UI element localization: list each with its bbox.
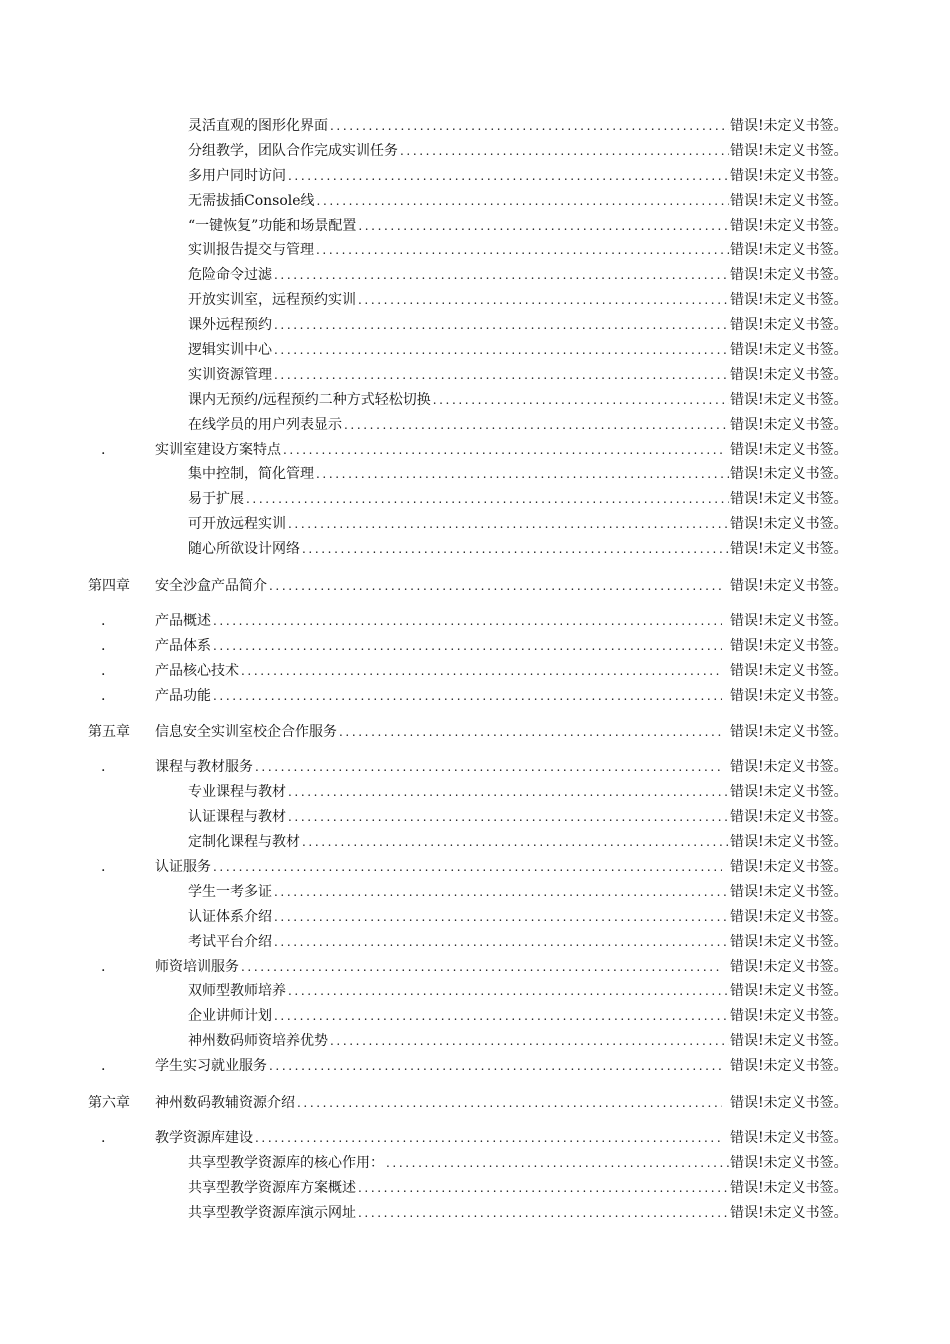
toc-dot-leader [316, 462, 729, 487]
toc-title: 危险命令过滤 [188, 267, 272, 284]
toc-title: 实训报告提交与管理 [188, 242, 314, 259]
toc-dot-leader [241, 659, 722, 684]
toc-title: 专业课程与教材 [188, 784, 286, 801]
toc-title: 课程与教材服务 [155, 759, 253, 776]
toc-page-ref-error: 错误!未定义书签。 [730, 759, 848, 776]
toc-entry [188, 288, 729, 313]
toc-entry [188, 487, 729, 512]
toc-entry [155, 438, 722, 463]
toc-title: 随心所欲设计网络 [188, 541, 300, 558]
toc-dot-leader [330, 1029, 729, 1054]
toc-title: 双师型教师培养 [188, 983, 286, 1000]
toc-subsection-row[interactable] [0, 805, 950, 830]
toc-page-ref-error: 错误!未定义书签。 [730, 491, 848, 508]
toc-subsection-row[interactable] [0, 830, 950, 855]
toc-dot-leader [274, 905, 729, 930]
toc-subsection-row[interactable] [0, 512, 950, 537]
toc-dot-leader [255, 1126, 722, 1151]
toc-number: . [101, 612, 106, 629]
toc-entry [188, 880, 729, 905]
toc-number: . [101, 1129, 106, 1146]
toc-subsection-row[interactable] [0, 1004, 950, 1029]
toc-entry [188, 1176, 729, 1201]
toc-dot-leader [213, 684, 722, 709]
toc-title: 认证体系介绍 [188, 908, 272, 925]
toc-subsection-row[interactable] [0, 238, 950, 263]
toc-number: 第六章 [88, 1094, 130, 1111]
toc-dot-leader [330, 114, 729, 139]
toc-entry [155, 659, 722, 684]
toc-subsection-row[interactable] [0, 288, 950, 313]
toc-subsection-row[interactable] [0, 313, 950, 338]
toc-dot-leader [283, 438, 722, 463]
toc-section-row[interactable] [0, 855, 950, 880]
toc-subsection-row[interactable] [0, 189, 950, 214]
toc-entry [188, 805, 729, 830]
toc-entry [188, 462, 729, 487]
toc-title: 教学资源库建设 [155, 1129, 253, 1146]
toc-dot-leader [358, 1201, 729, 1226]
toc-subsection-row[interactable] [0, 1151, 950, 1176]
toc-dot-leader [302, 537, 729, 562]
toc-section-row[interactable] [0, 634, 950, 659]
toc-page-ref-error: 错误!未定义书签。 [730, 578, 848, 595]
toc-title: 神州数码师资培养优势 [188, 1033, 328, 1050]
toc-page-ref-error: 错误!未定义书签。 [730, 687, 848, 704]
toc-page-ref-error: 错误!未定义书签。 [730, 858, 848, 875]
toc-page-ref-error: 错误!未定义书签。 [730, 662, 848, 679]
toc-page-ref-error: 错误!未定义书签。 [730, 267, 848, 284]
toc-number: . [101, 1058, 106, 1075]
toc-page-ref-error: 错误!未定义书签。 [730, 416, 848, 433]
toc-dot-leader [358, 1176, 729, 1201]
toc-section-row[interactable] [0, 659, 950, 684]
toc-page-ref-error: 错误!未定义书签。 [730, 441, 848, 458]
toc-entry [155, 720, 722, 745]
toc-number: . [101, 958, 106, 975]
toc-title: 师资培训服务 [155, 958, 239, 975]
toc-title: 共享型教学资源库演示网址 [188, 1204, 356, 1221]
toc-page-ref-error: 错误!未定义书签。 [730, 724, 848, 741]
toc-subsection-row[interactable] [0, 1176, 950, 1201]
toc-chapter-row[interactable] [0, 574, 950, 599]
toc-number: . [101, 637, 106, 654]
toc-entry [155, 1126, 722, 1151]
toc-subsection-row[interactable] [0, 388, 950, 413]
toc-subsection-row[interactable] [0, 462, 950, 487]
toc-dot-leader [297, 1091, 722, 1116]
toc-entry [188, 1004, 729, 1029]
toc-page-ref-error: 错误!未定义书签。 [730, 541, 848, 558]
toc-title: 学生一考多证 [188, 883, 272, 900]
toc-subsection-row[interactable] [0, 1029, 950, 1054]
toc-subsection-row[interactable] [0, 1201, 950, 1226]
toc-page-ref-error: 错误!未定义书签。 [730, 933, 848, 950]
toc-title: 产品核心技术 [155, 662, 239, 679]
toc-page-ref-error: 错误!未定义书签。 [730, 516, 848, 533]
toc-dot-leader [302, 830, 729, 855]
toc-entry [188, 189, 729, 214]
toc-subsection-row[interactable] [0, 979, 950, 1004]
toc-entry [188, 388, 729, 413]
toc-title: 学生实习就业服务 [155, 1058, 267, 1075]
toc-title: 认证服务 [155, 858, 211, 875]
toc-entry [188, 905, 729, 930]
toc-page-ref-error: 错误!未定义书签。 [730, 242, 848, 259]
toc-entry [155, 955, 722, 980]
toc-page-ref-error: 错误!未定义书签。 [730, 1094, 848, 1111]
toc-subsection-row[interactable] [0, 487, 950, 512]
toc-subsection-row[interactable] [0, 214, 950, 239]
toc-dot-leader [269, 574, 722, 599]
toc-section-row[interactable] [0, 955, 950, 980]
toc-section-row[interactable] [0, 755, 950, 780]
toc-title: 灵活直观的图形化界面 [188, 118, 328, 134]
toc-page-ref-error: 错误!未定义书签。 [730, 217, 848, 234]
toc-entry [188, 164, 729, 189]
toc-dot-leader [316, 238, 729, 263]
toc-dot-leader [213, 609, 722, 634]
toc-entry [188, 114, 729, 139]
toc-dot-leader [213, 855, 722, 880]
toc-title: 考试平台介绍 [188, 933, 272, 950]
table-of-contents [0, 114, 950, 1225]
toc-page-ref-error: 错误!未定义书签。 [730, 142, 848, 159]
toc-dot-leader [241, 955, 722, 980]
toc-page-ref-error: 错误!未定义书签。 [730, 1008, 848, 1025]
toc-subsection-row[interactable] [0, 114, 950, 139]
toc-title: 产品功能 [155, 687, 211, 704]
toc-title: 共享型教学资源库的核心作用： [188, 1154, 384, 1171]
toc-dot-leader [274, 363, 729, 388]
toc-subsection-row[interactable] [0, 413, 950, 438]
toc-title: 产品体系 [155, 637, 211, 654]
toc-page-ref-error: 错误!未定义书签。 [730, 466, 848, 483]
toc-dot-leader [288, 164, 729, 189]
toc-title: 分组教学，团队合作完成实训任务 [188, 142, 398, 159]
toc-dot-leader [288, 780, 729, 805]
toc-dot-leader [274, 880, 729, 905]
toc-page-ref-error: 错误!未定义书签。 [730, 784, 848, 801]
toc-dot-leader [274, 313, 729, 338]
toc-number: . [101, 858, 106, 875]
toc-section-row[interactable] [0, 609, 950, 634]
toc-page-ref-error: 错误!未定义书签。 [730, 834, 848, 851]
toc-entry [188, 413, 729, 438]
toc-number: 第五章 [88, 724, 130, 741]
toc-title: 无需拔插Console线 [188, 192, 315, 209]
toc-page-ref-error: 错误!未定义书签。 [730, 1204, 848, 1221]
toc-title: “一键恢复”功能和场景配置 [188, 217, 357, 234]
toc-entry [188, 214, 729, 239]
toc-entry [188, 238, 729, 263]
toc-page-ref-error: 错误!未定义书签。 [730, 983, 848, 1000]
toc-entry [155, 574, 722, 599]
toc-dot-leader [400, 139, 729, 164]
toc-number: . [101, 662, 106, 679]
toc-entry [188, 930, 729, 955]
toc-title: 易于扩展 [188, 491, 244, 508]
toc-entry [188, 313, 729, 338]
toc-title: 在线学员的用户列表显示 [188, 416, 342, 433]
toc-dot-leader [386, 1151, 729, 1176]
toc-page-ref-error: 错误!未定义书签。 [730, 317, 848, 334]
toc-title: 实训室建设方案特点 [155, 441, 281, 458]
toc-subsection-row[interactable] [0, 164, 950, 189]
toc-dot-leader [358, 214, 729, 239]
toc-dot-leader [274, 263, 729, 288]
toc-number: . [101, 687, 106, 704]
toc-dot-leader [274, 1004, 729, 1029]
toc-entry [188, 1151, 729, 1176]
toc-title: 课外远程预约 [188, 317, 272, 334]
toc-subsection-row[interactable] [0, 338, 950, 363]
toc-entry [188, 1029, 729, 1054]
toc-entry [188, 830, 729, 855]
toc-page-ref-error: 错误!未定义书签。 [730, 958, 848, 975]
toc-page-ref-error: 错误!未定义书签。 [730, 118, 848, 134]
toc-title: 多用户同时访问 [188, 167, 286, 184]
toc-entry [155, 609, 722, 634]
toc-number: . [101, 759, 106, 776]
toc-section-row[interactable] [0, 684, 950, 709]
toc-section-row[interactable] [0, 1126, 950, 1151]
toc-dot-leader [213, 634, 722, 659]
toc-title: 定制化课程与教材 [188, 834, 300, 851]
toc-dot-leader [317, 189, 729, 214]
toc-page-ref-error: 错误!未定义书签。 [730, 1129, 848, 1146]
toc-page-ref-error: 错误!未定义书签。 [730, 192, 848, 209]
toc-title: 实训资源管理 [188, 366, 272, 383]
toc-entry [188, 780, 729, 805]
toc-dot-leader [274, 930, 729, 955]
toc-dot-leader [339, 720, 722, 745]
toc-page-ref-error: 错误!未定义书签。 [730, 391, 848, 408]
toc-entry [155, 1054, 722, 1079]
toc-dot-leader [274, 338, 729, 363]
toc-dot-leader [433, 388, 729, 413]
toc-title: 集中控制，简化管理 [188, 466, 314, 483]
toc-dot-leader [288, 805, 729, 830]
toc-title: 认证课程与教材 [188, 809, 286, 826]
toc-subsection-row[interactable] [0, 537, 950, 562]
toc-dot-leader [344, 413, 729, 438]
toc-title: 共享型教学资源库方案概述 [188, 1179, 356, 1196]
toc-page-ref-error: 错误!未定义书签。 [730, 1154, 848, 1171]
toc-page-ref-error: 错误!未定义书签。 [730, 612, 848, 629]
toc-dot-leader [358, 288, 729, 313]
toc-subsection-row[interactable] [0, 780, 950, 805]
toc-page-ref-error: 错误!未定义书签。 [730, 292, 848, 309]
toc-title: 可开放远程实训 [188, 516, 286, 533]
toc-page-ref-error: 错误!未定义书签。 [730, 883, 848, 900]
toc-number: 第四章 [88, 578, 130, 595]
toc-subsection-row[interactable] [0, 880, 950, 905]
toc-title: 信息安全实训室校企合作服务 [155, 724, 337, 741]
toc-entry [155, 684, 722, 709]
toc-entry [188, 1201, 729, 1226]
toc-entry [188, 363, 729, 388]
toc-page-ref-error: 错误!未定义书签。 [730, 366, 848, 383]
toc-chapter-row[interactable] [0, 1091, 950, 1116]
toc-entry [188, 537, 729, 562]
toc-entry [155, 855, 722, 880]
toc-page-ref-error: 错误!未定义书签。 [730, 809, 848, 826]
toc-title: 开放实训室，远程预约实训 [188, 292, 356, 309]
toc-entry [188, 263, 729, 288]
toc-entry [188, 512, 729, 537]
toc-section-row[interactable] [0, 438, 950, 463]
toc-dot-leader [269, 1054, 722, 1079]
toc-subsection-row[interactable] [0, 139, 950, 164]
toc-entry [155, 1091, 722, 1116]
toc-title: 安全沙盒产品简介 [155, 578, 267, 595]
toc-title: 神州数码教辅资源介绍 [155, 1094, 295, 1111]
toc-chapter-row[interactable] [0, 720, 950, 745]
toc-page-ref-error: 错误!未定义书签。 [730, 1058, 848, 1075]
toc-dot-leader [288, 512, 729, 537]
toc-subsection-row[interactable] [0, 263, 950, 288]
toc-page-ref-error: 错误!未定义书签。 [730, 342, 848, 359]
toc-subsection-row[interactable] [0, 905, 950, 930]
toc-title: 逻辑实训中心 [188, 342, 272, 359]
toc-page-ref-error: 错误!未定义书签。 [730, 1179, 848, 1196]
toc-title: 课内无预约/远程预约二种方式轻松切换 [188, 391, 431, 408]
toc-entry [188, 979, 729, 1004]
toc-title: 企业讲师计划 [188, 1008, 272, 1025]
toc-dot-leader [246, 487, 729, 512]
toc-page-ref-error: 错误!未定义书签。 [730, 637, 848, 654]
toc-dot-leader [288, 979, 729, 1004]
toc-subsection-row[interactable] [0, 930, 950, 955]
toc-title: 产品概述 [155, 612, 211, 629]
toc-number: . [101, 441, 106, 458]
toc-page-ref-error: 错误!未定义书签。 [730, 167, 848, 184]
toc-dot-leader [255, 755, 722, 780]
toc-entry [188, 338, 729, 363]
toc-entry [188, 139, 729, 164]
toc-entry [155, 634, 722, 659]
toc-page-ref-error: 错误!未定义书签。 [730, 1033, 848, 1050]
toc-subsection-row[interactable] [0, 363, 950, 388]
toc-section-row[interactable] [0, 1054, 950, 1079]
toc-page-ref-error: 错误!未定义书签。 [730, 908, 848, 925]
toc-entry [155, 755, 722, 780]
